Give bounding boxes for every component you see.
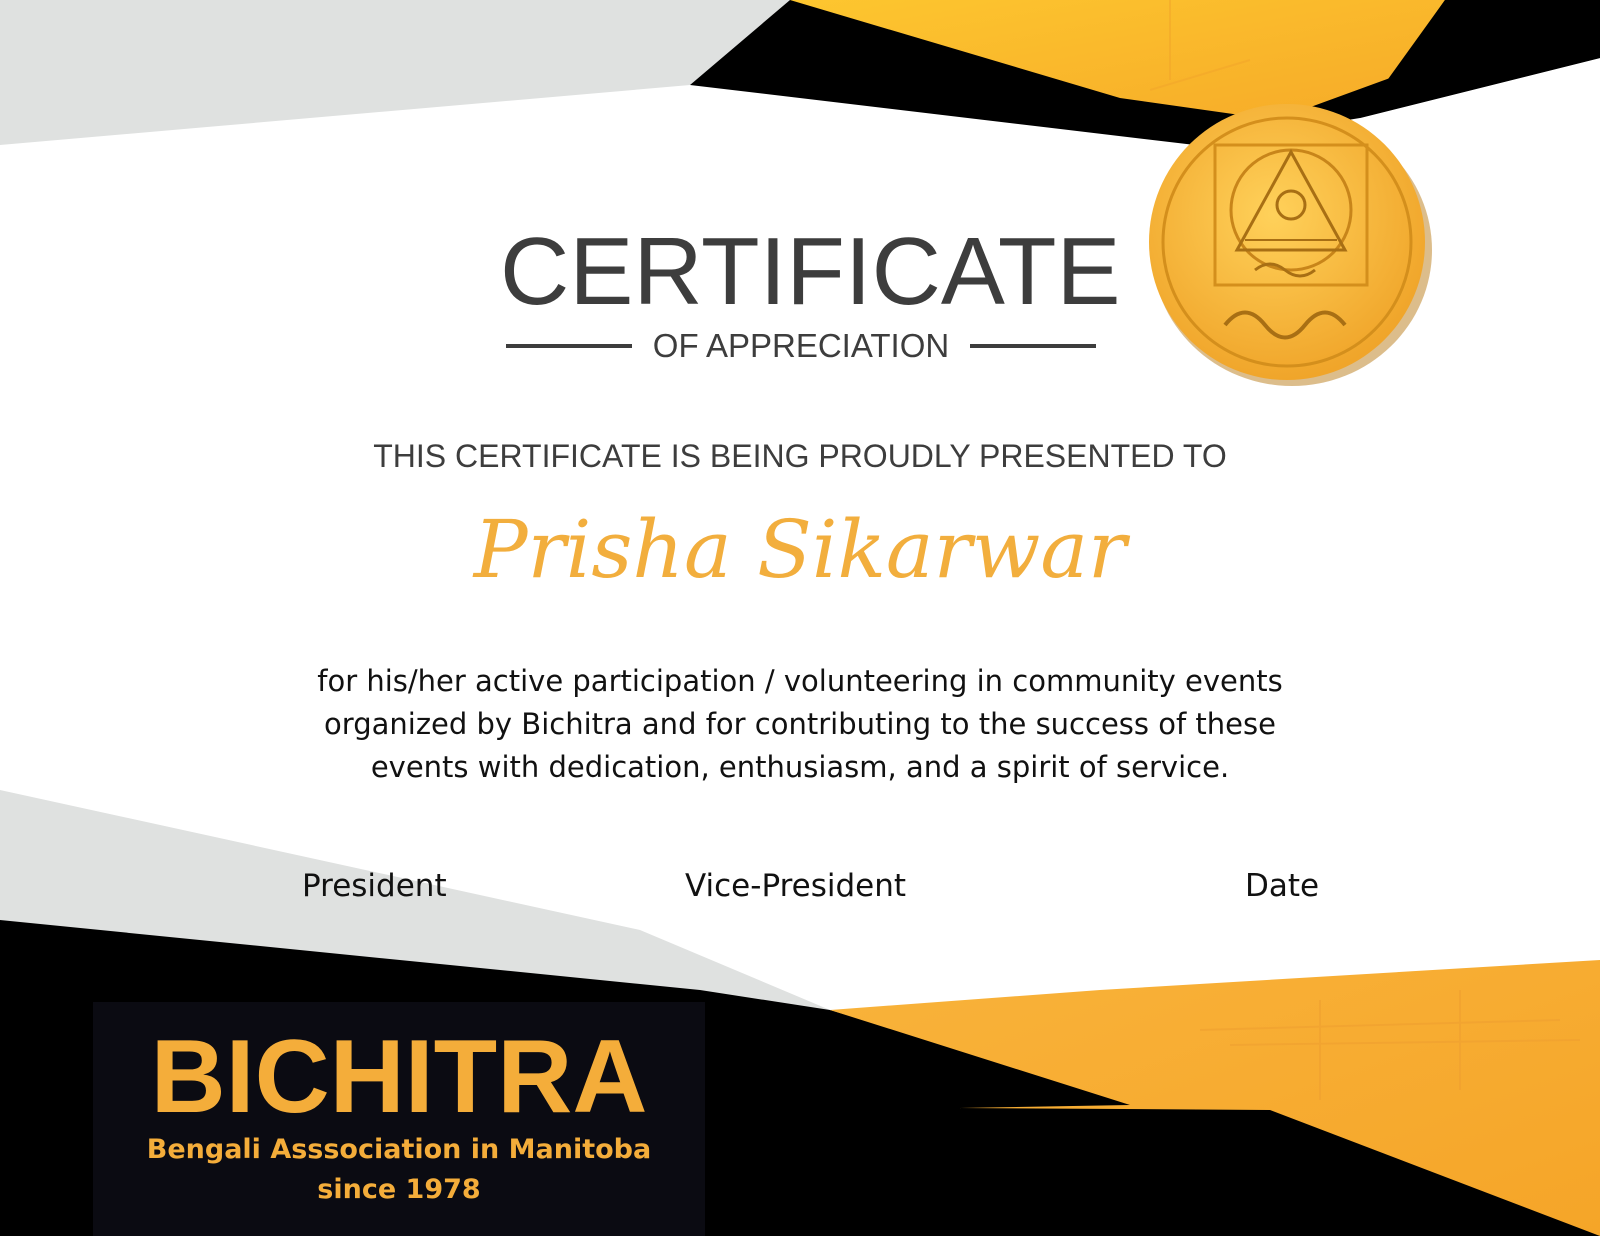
certificate-body: [220, 660, 1380, 789]
recipient-name: Prisha Sikarwar: [473, 503, 1127, 596]
certificate-title: CERTIFICATE: [500, 218, 1121, 325]
body-line: events with dedication, enthusiasm, and a spirit of service.: [370, 750, 1230, 784]
bichitra-logo: [93, 1002, 705, 1236]
logo-since: since 1978: [317, 1174, 481, 1205]
logo-name: BICHITRA: [150, 1019, 648, 1135]
gold-seal-icon: [1145, 100, 1435, 390]
subtitle-row: [506, 324, 1096, 368]
signature-vice-president-label: Vice-President: [685, 868, 907, 904]
signature-date-label: Date: [1245, 868, 1320, 904]
logo-subtitle: Bengali Asssociation in Manitoba: [146, 1134, 652, 1165]
presented-line: THIS CERTIFICATE IS BEING PROUDLY PRESENTED TO: [373, 438, 1227, 474]
certificate-subtitle: OF APPRECIATION: [652, 327, 950, 364]
subtitle-rule-right: [970, 344, 1096, 348]
body-line: for his/her active participation / volunteering in community events: [317, 664, 1283, 698]
signature-president-label: President: [302, 868, 447, 904]
subtitle-rule-left: [506, 344, 632, 348]
body-line: organized by Bichitra and for contributing to the success of these: [324, 707, 1276, 741]
top-gray-wedge: [0, 0, 790, 145]
